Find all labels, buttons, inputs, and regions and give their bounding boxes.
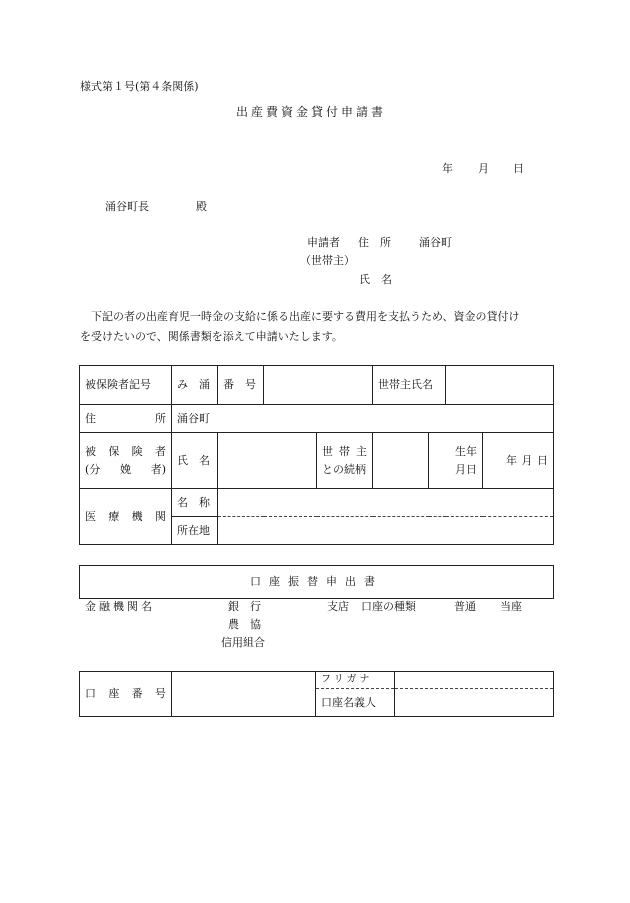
mi-label: み 涌 (172, 366, 218, 405)
account-holder-label: 口座名義人 (316, 689, 395, 717)
applicant-address-label: 住 所 (358, 236, 391, 249)
address-label: 住 所 (80, 405, 172, 433)
medical-name-label: 名 称 (172, 489, 218, 517)
insured-number-label: 被保険者記号 (80, 366, 172, 405)
application-table (79, 365, 554, 545)
insured-person-label: 被 保 険 者 (分 娩 者) (80, 433, 172, 489)
furigana-field[interactable] (395, 672, 554, 689)
birth-date-field[interactable]: 年 月 日 (483, 433, 554, 489)
applicant-name-label: 氏 名 (359, 273, 392, 286)
insured-name-field[interactable] (218, 433, 317, 489)
applicant-label: 申請者 (307, 236, 340, 249)
head-name-field[interactable] (446, 366, 554, 405)
body-text-line2: を受けたいので、関係書類を添えて申請いたします。 (80, 330, 343, 343)
current-option[interactable]: 当座 (500, 600, 522, 613)
agri-coop-option: 農 協 (228, 618, 261, 631)
account-holder-field[interactable] (395, 689, 554, 717)
document-title: 出産費資金貸付申請書 (236, 105, 387, 119)
institution-name-label: 金融機関名 (85, 600, 155, 613)
head-name-label: 世帯主氏名 (373, 366, 446, 405)
transfer-request-title: 口座振替申出書 (79, 565, 554, 599)
medical-name-field[interactable] (218, 489, 554, 517)
medical-institution-label: 医 療 機 関 (80, 489, 172, 545)
honorific: 殿 (196, 200, 207, 213)
credit-union-option: 信用組合 (221, 636, 265, 649)
date-month-label: 月 (478, 162, 489, 175)
household-head-label: （世帯主） (300, 254, 355, 267)
branch-label: 支店 (327, 600, 349, 613)
form-number: 様式第１号(第４条関係) (80, 80, 199, 93)
medical-location-label: 所在地 (172, 517, 218, 545)
furigana-label: フリガナ (316, 672, 395, 689)
ordinary-option[interactable]: 普通 (454, 600, 476, 613)
body-text-line1: 下記の者の出産育児一時金の支給に係る出産に要する費用を支払うため、資金の貸付け (91, 310, 520, 323)
number-label: 番 号 (218, 366, 264, 405)
account-number-field[interactable] (172, 672, 316, 717)
address-field[interactable]: 涌谷町 (172, 405, 554, 433)
account-number-label: 口 座 番 号 (80, 672, 172, 717)
account-table (79, 671, 554, 717)
number-field[interactable] (264, 366, 373, 405)
date-year-label: 年 (442, 162, 453, 175)
addressee: 涌谷町長 (105, 200, 149, 213)
medical-location-field[interactable] (218, 517, 554, 545)
relation-field[interactable] (373, 433, 429, 489)
relation-label: 世 帯 主 との続柄 (317, 433, 373, 489)
applicant-address-value: 涌谷町 (419, 236, 452, 249)
birth-date-label: 生年 月日 (429, 433, 483, 489)
bank-option: 銀 行 (228, 600, 261, 613)
date-day-label: 日 (513, 162, 524, 175)
insured-name-label: 氏 名 (172, 433, 218, 489)
account-type-label: 口座の種類 (361, 600, 416, 613)
